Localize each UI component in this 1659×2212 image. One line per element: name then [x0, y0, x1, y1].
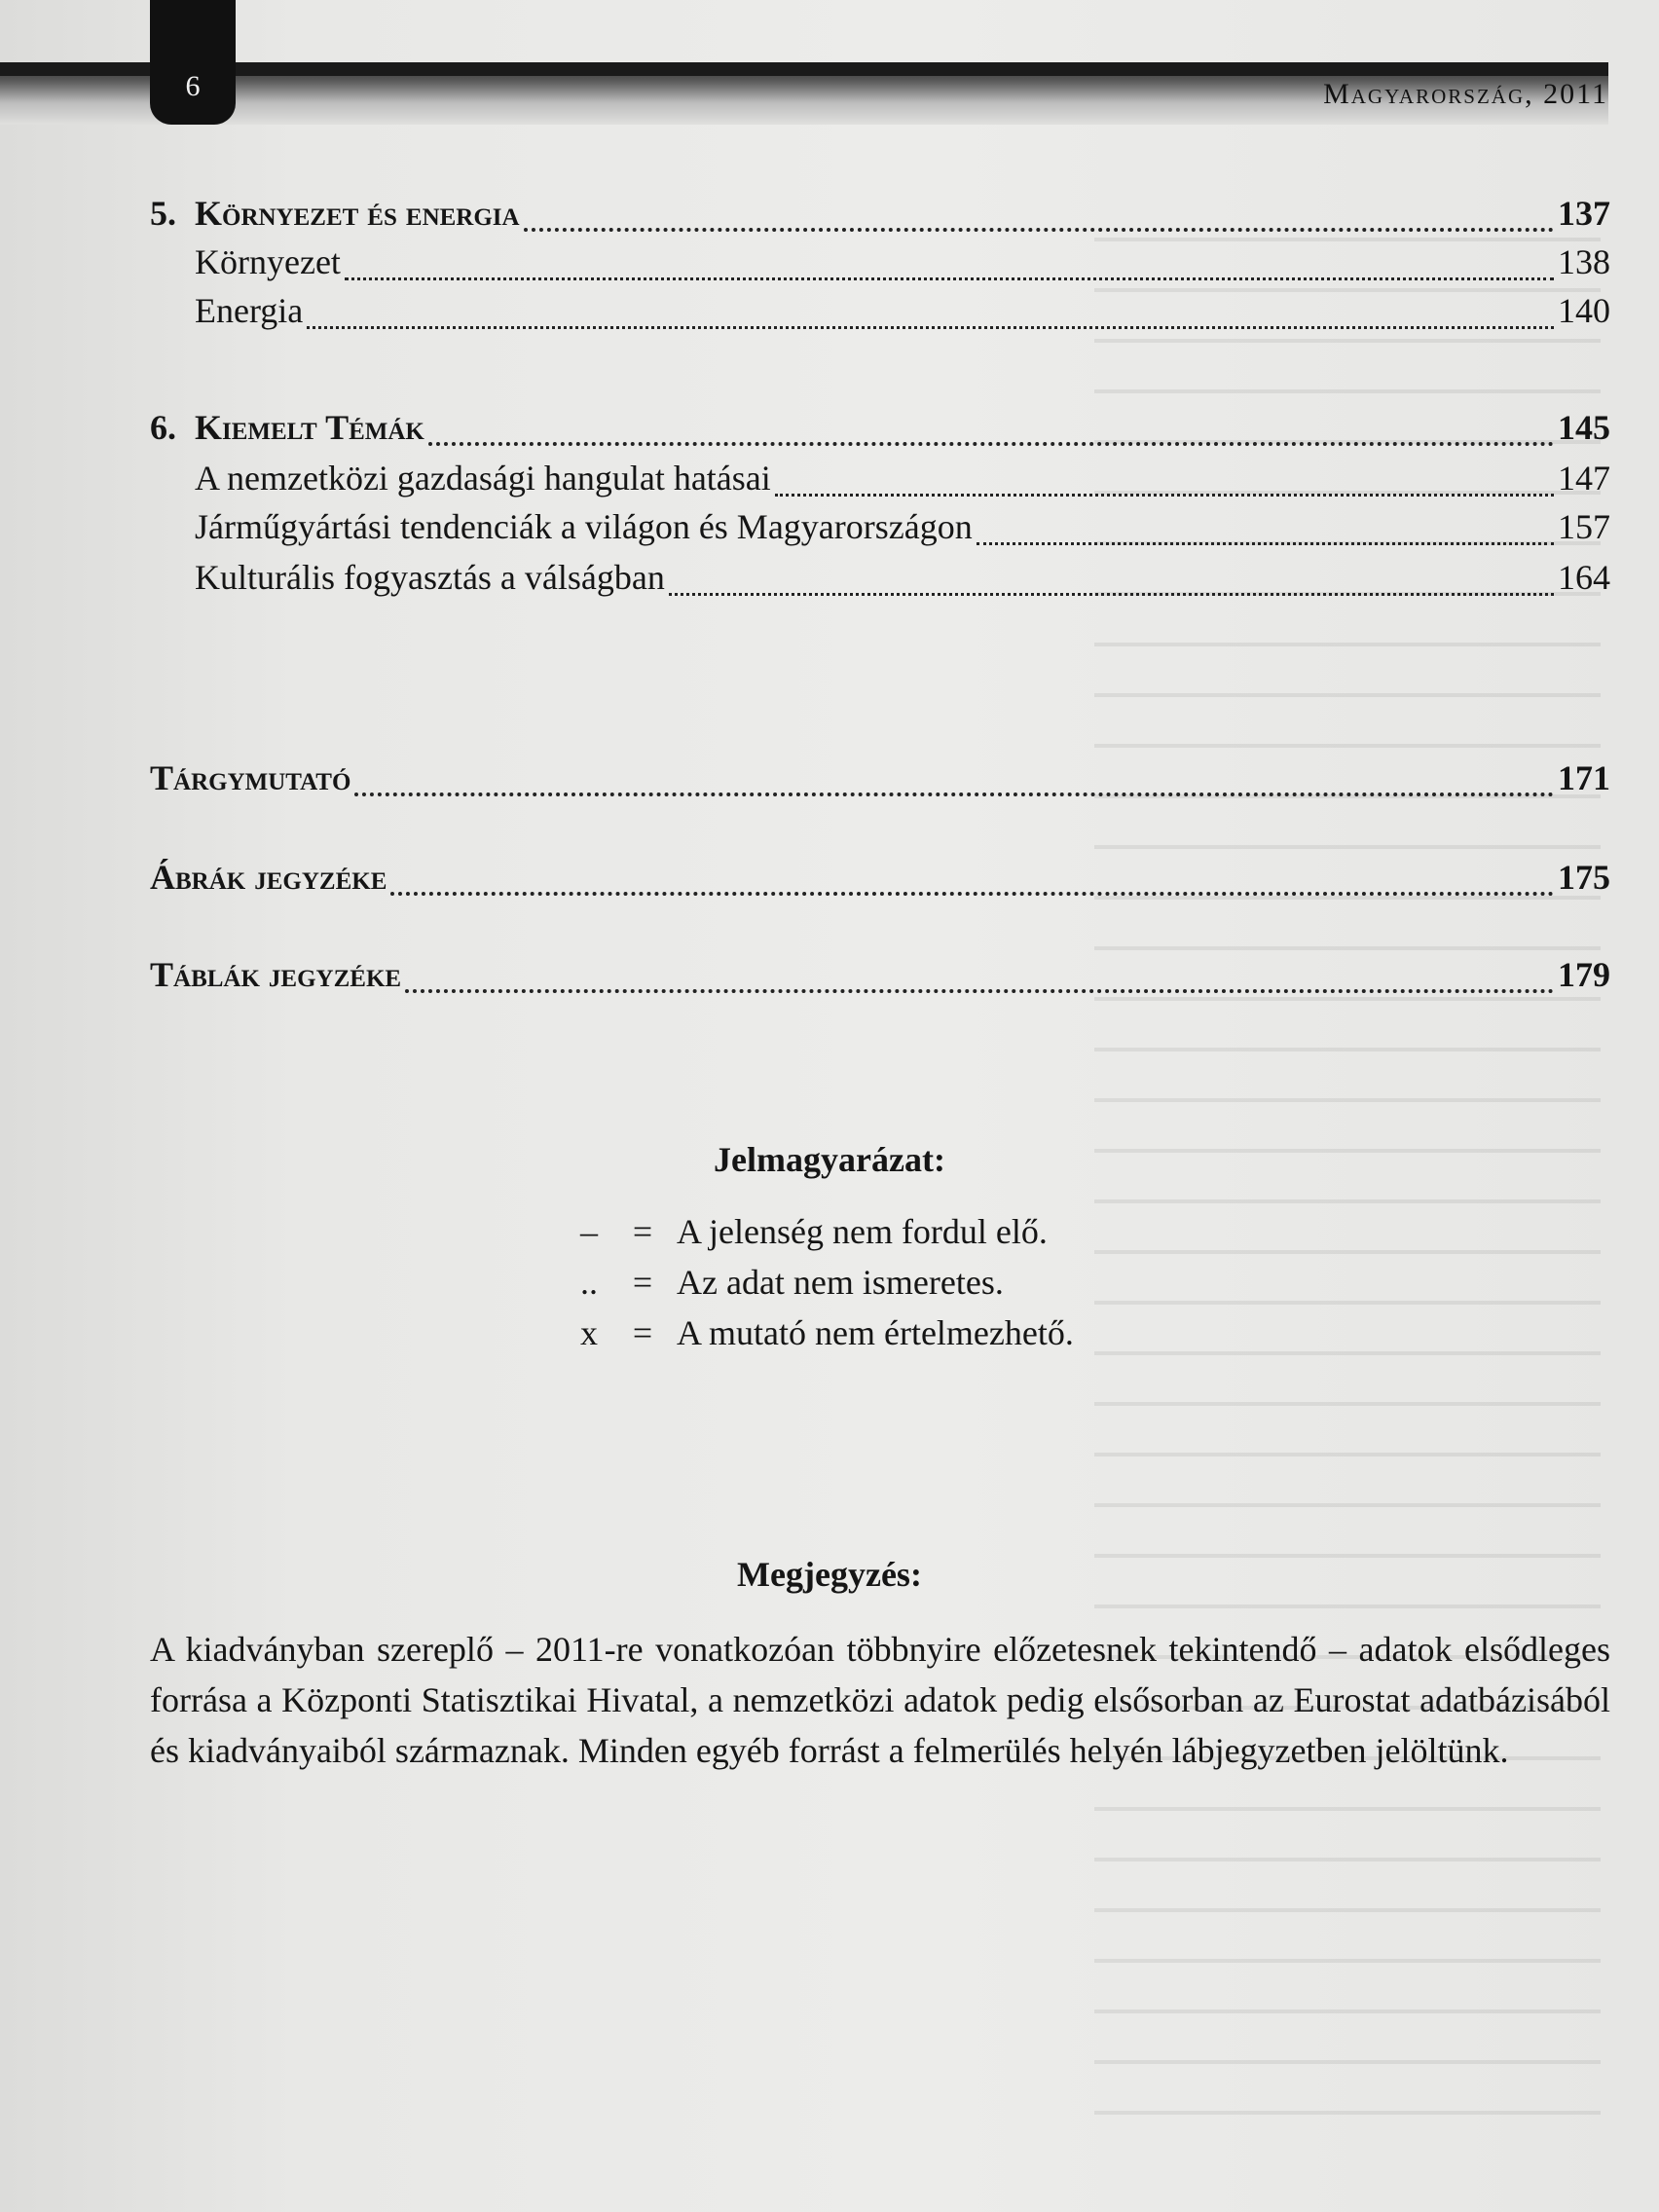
- note-heading: Megjegyzés:: [737, 1555, 922, 1594]
- toc-section-number: 6.: [150, 408, 176, 447]
- toc-entry-title: Járműgyártási tendenciák a világon és Magyarországon: [195, 507, 973, 546]
- legend-symbol: –: [580, 1212, 598, 1251]
- note-paragraph: A kiadványban szereplő – 2011-re vonatkozóan többnyire előzetesnek tekintendő – adatok elsődleges forrása a Központi Statisztikai Hivatal, a nemzetközi adatok pedig elsősorban az Eurostat adatbázisából és kiadványaiból származnak. Minden egyéb forrást a felmerülés helyén lábjegyzetben jelöltünk.: [150, 1630, 1610, 1770]
- legend-equals: =: [632, 1313, 653, 1352]
- toc-page-number: 164: [1558, 558, 1610, 597]
- toc-leader-dots: [977, 515, 1554, 545]
- toc-page-number: 147: [1558, 459, 1610, 498]
- toc-leader-dots: [428, 415, 1554, 446]
- toc-entry-title: Kulturális fogyasztás a válságban: [195, 558, 665, 597]
- toc-entry-title: Energia: [195, 291, 304, 330]
- toc-entry-title: Környezet: [195, 242, 341, 281]
- toc-leader-dots: [307, 299, 1554, 329]
- legend-heading: Jelmagyarázat:: [714, 1140, 945, 1179]
- toc-section-title: Táblák jegyzéke: [150, 955, 402, 994]
- toc-section-title: Kiemelt Témák: [195, 408, 424, 447]
- toc-leader-dots: [354, 765, 1554, 796]
- toc-section-title: Környezet és energia: [195, 194, 520, 233]
- legend-symbol: ..: [580, 1263, 598, 1302]
- toc-section-6: [150, 407, 1610, 454]
- toc-leader-dots: [390, 865, 1554, 896]
- page-number: 6: [185, 70, 201, 102]
- header-rule: [0, 62, 1608, 76]
- running-title: Magyarország, 2011: [1323, 78, 1608, 110]
- toc-section-title: Ábrák jegyzéke: [150, 858, 387, 897]
- toc-entry: [195, 458, 1610, 504]
- legend-text: A jelenség nem fordul elő.: [677, 1212, 1048, 1251]
- legend-text: Az adat nem ismeretes.: [677, 1263, 1004, 1302]
- toc-entry: [195, 241, 1610, 288]
- toc-page-number: 138: [1558, 242, 1610, 281]
- toc-leader-dots: [524, 201, 1554, 232]
- toc-page-number: 171: [1558, 758, 1610, 797]
- toc-appendix-tables: [150, 954, 1610, 1001]
- legend-text: A mutató nem értelmezhető.: [677, 1313, 1074, 1352]
- toc-leader-dots: [775, 466, 1554, 497]
- toc-appendix-index: [150, 757, 1610, 804]
- toc-page-number: 157: [1558, 507, 1610, 546]
- toc-leader-dots: [405, 962, 1554, 993]
- toc-entry: [195, 506, 1610, 553]
- legend-equals: =: [632, 1263, 653, 1302]
- toc-page-number: 175: [1558, 858, 1610, 897]
- toc-page-number: 137: [1558, 194, 1610, 233]
- legend-symbol: x: [580, 1313, 598, 1352]
- legend-equals: =: [632, 1212, 653, 1251]
- page-number-tab: [150, 0, 236, 125]
- toc-section-title: Tárgymutató: [150, 758, 351, 797]
- toc-entry: [195, 557, 1610, 604]
- toc-leader-dots: [669, 566, 1554, 596]
- toc-entry-title: A nemzetközi gazdasági hangulat hatásai: [195, 459, 771, 498]
- toc-leader-dots: [345, 250, 1554, 280]
- toc-entry: [195, 290, 1610, 337]
- toc-page-number: 140: [1558, 291, 1610, 330]
- toc-appendix-figures: [150, 857, 1610, 903]
- toc-page-number: 179: [1558, 955, 1610, 994]
- toc-section-number: 5.: [150, 194, 176, 233]
- toc-page-number: 145: [1558, 408, 1610, 447]
- toc-section-5: [150, 193, 1610, 240]
